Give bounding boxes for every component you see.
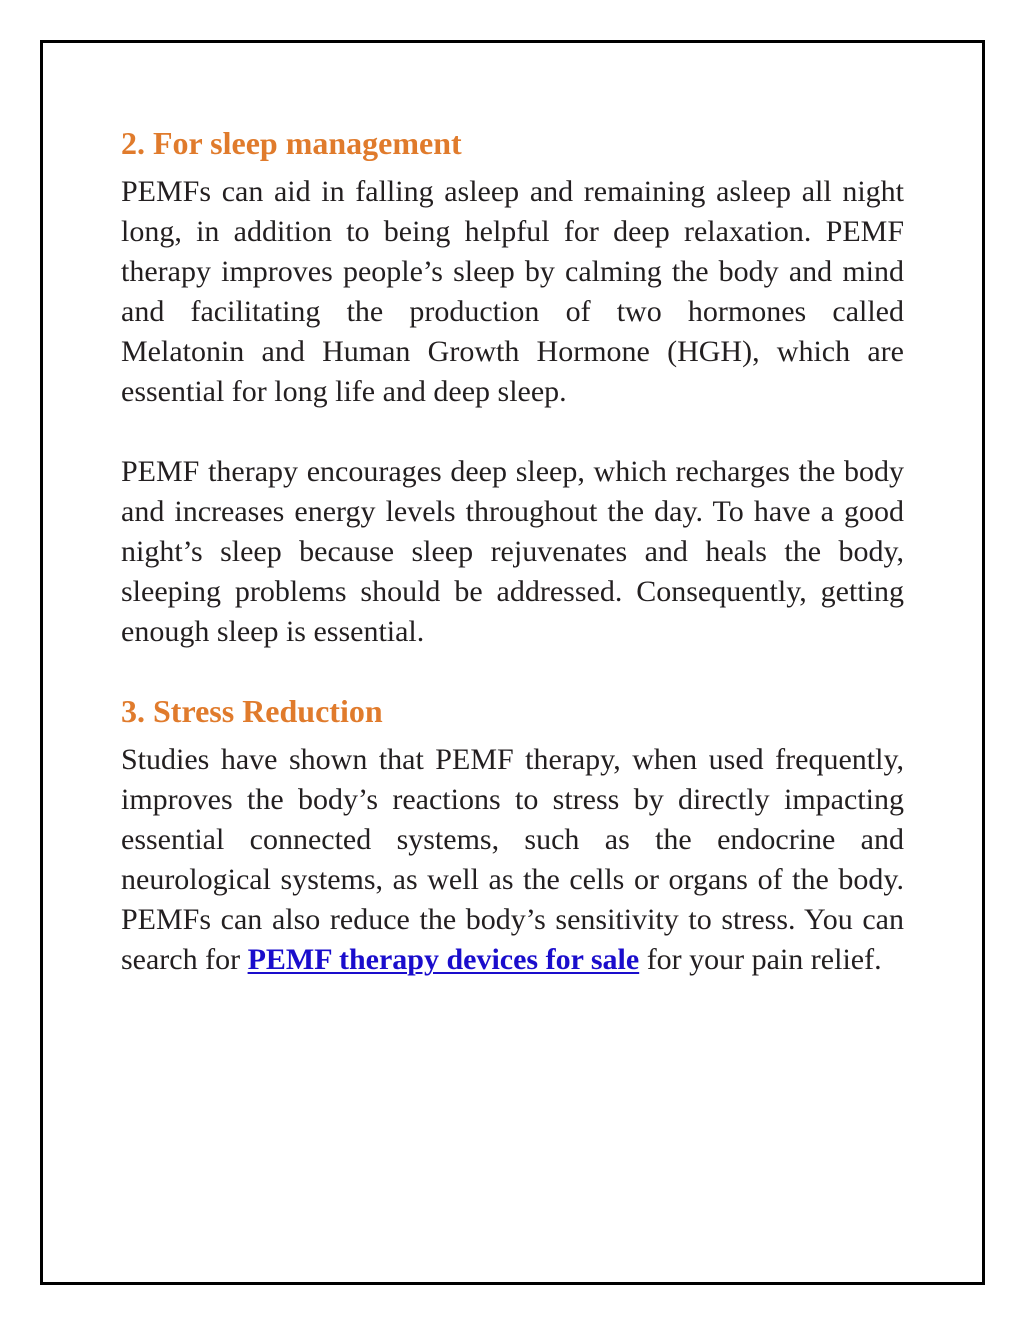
document-content: [121, 120, 904, 980]
section-heading-stress-reduction: 3. Stress Reduction: [121, 693, 383, 729]
stress-paragraph-text-after-link: for your pain relief.: [639, 943, 882, 976]
pemf-devices-for-sale-link[interactable]: PEMF therapy devices for sale: [247, 943, 640, 976]
sleep-paragraph-1: PEMFs can aid in falling asleep and remaining asleep all night long, in addition to being helpful for deep relaxation. PEMF therapy improves people’s sleep by calming the body and mind and facilitating the production of two hormones called Melatonin and Human Growth Hormone (HGH), which are essential for long life and deep sleep.: [121, 175, 904, 408]
sleep-paragraph-2: PEMF therapy encourages deep sleep, which recharges the body and increases energy levels throughout the day. To have a good night’s sleep because sleep rejuvenates and heals the body, sleeping problems should be addressed. Consequently, getting enough sleep is essential.: [121, 455, 904, 648]
section-heading-sleep-management: 2. For sleep management: [121, 125, 462, 161]
stress-paragraph: [121, 740, 904, 980]
stress-paragraph-text-before-link: Studies have shown that PEMF therapy, when used frequently, improves the body’s reactions to stress by directly impacting essential connected systems, such as the endocrine and neurological systems, as well as the cells or organs of the body. PEMFs can also reduce the body’s sensitivity to stress. You can search for: [121, 743, 904, 976]
